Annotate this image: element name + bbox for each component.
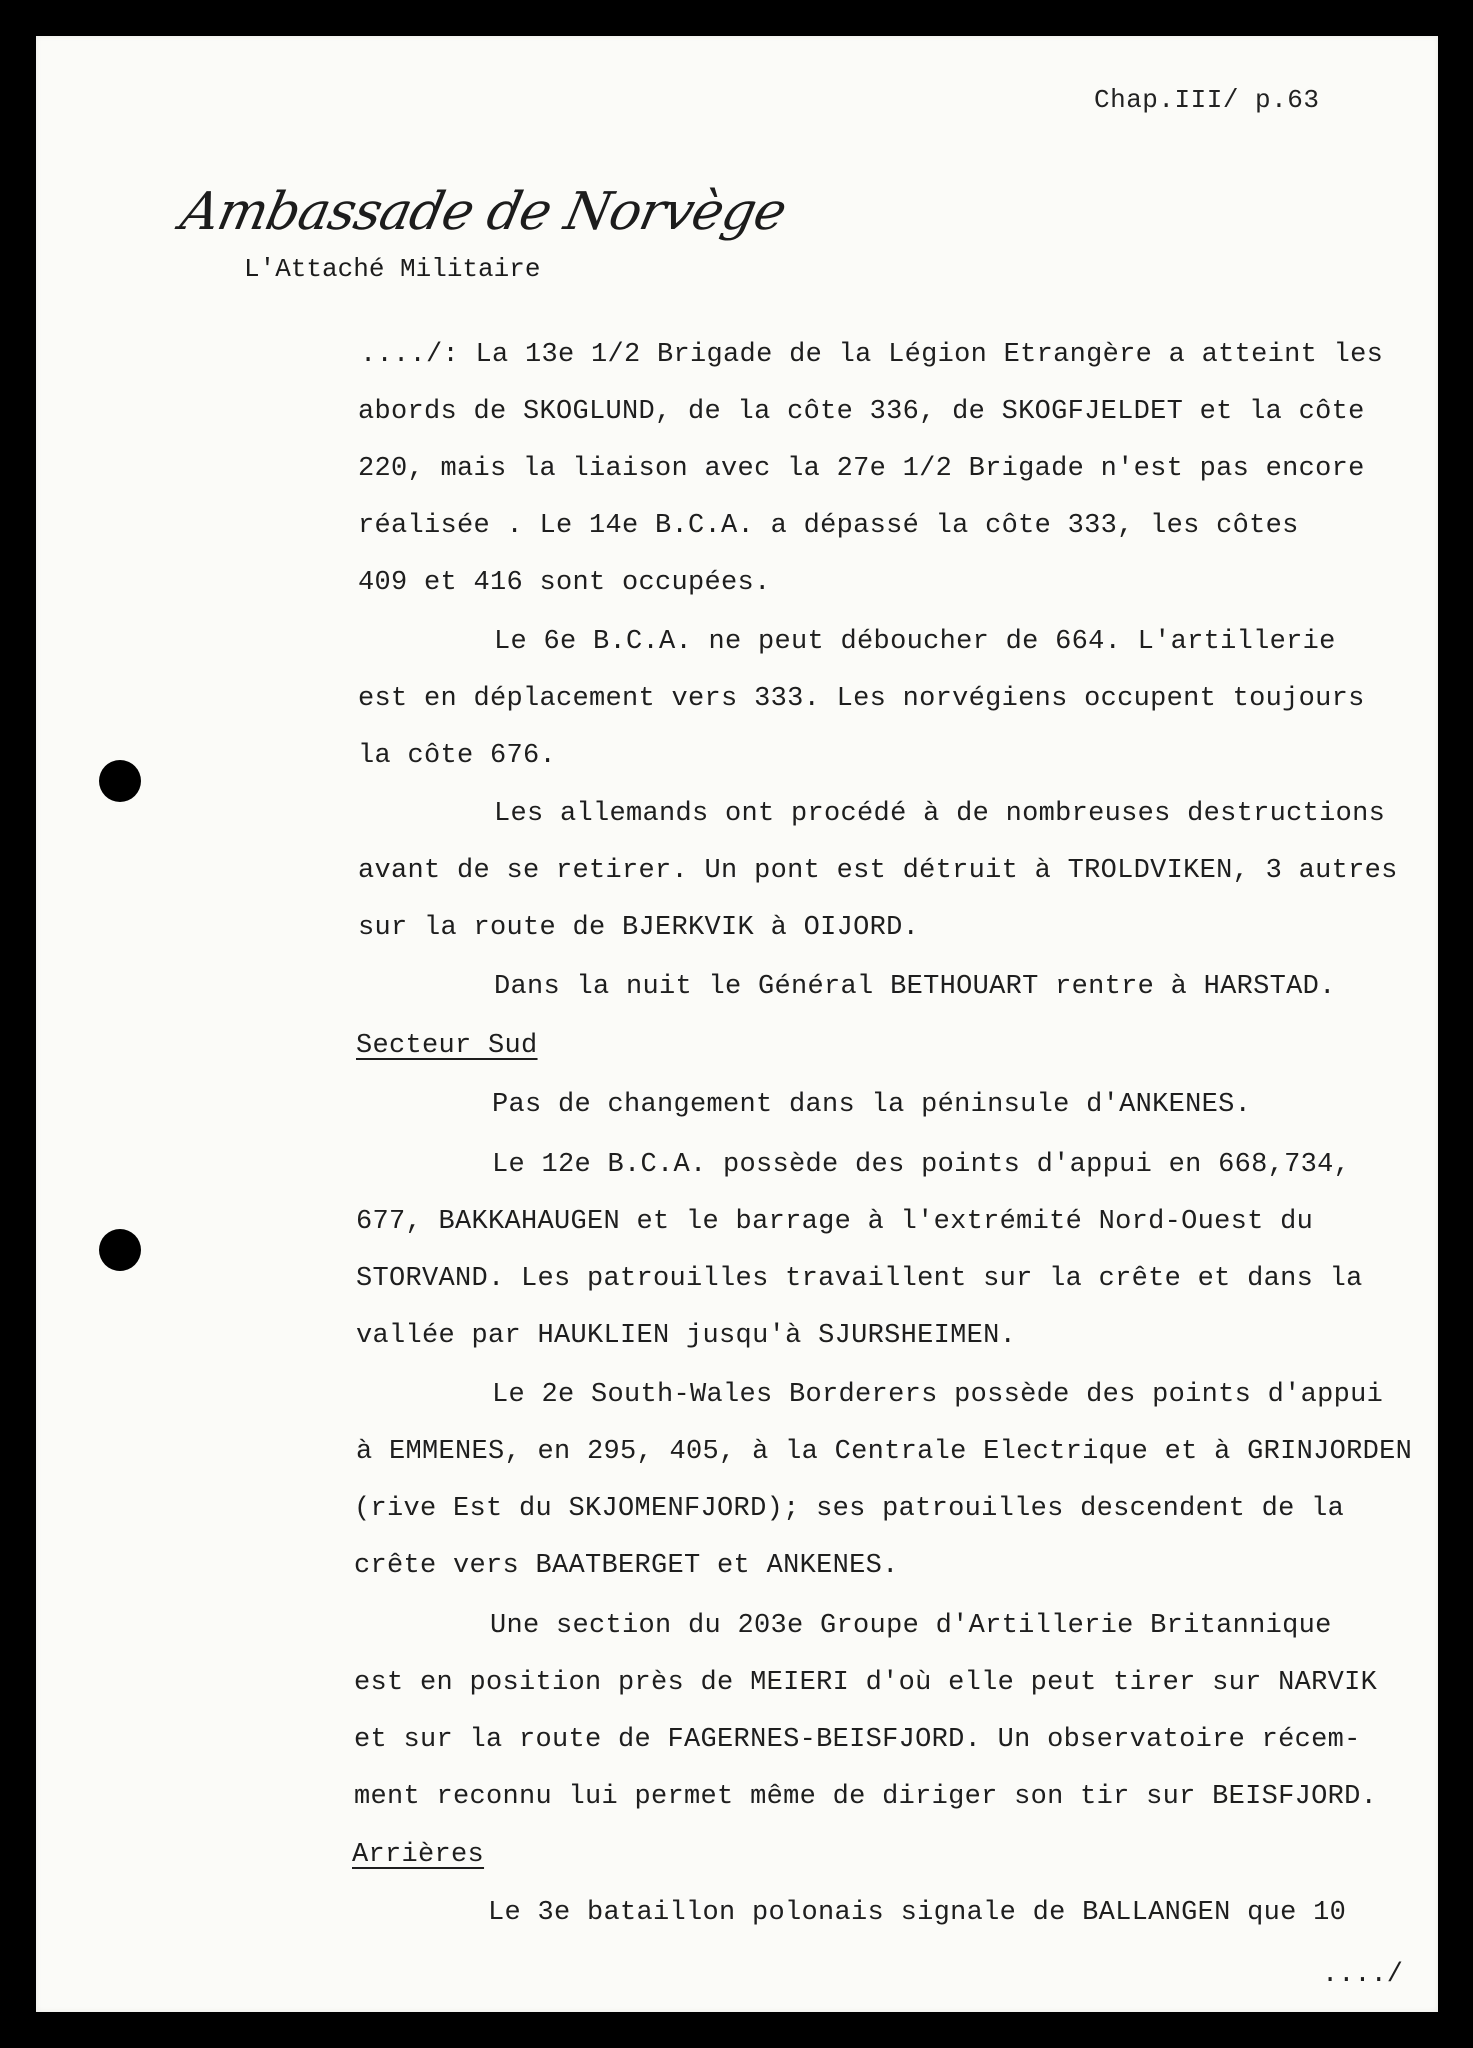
text-line: Le 3e bataillon polonais signale de BALLANGEN que 10 — [488, 1898, 1347, 1928]
page-reference: Chap.III/ p.63 — [1094, 85, 1320, 115]
text-line: 677, BAKKAHAUGEN et le barrage à l'extrémité Nord-Ouest du — [356, 1207, 1314, 1237]
text-line: Le 2e South-Wales Borderers possède des points d'appui — [492, 1380, 1384, 1410]
text-line: la côte 676. — [358, 741, 557, 771]
letterhead-embassy-logo: Ambassade de Norvège — [175, 182, 791, 242]
text-line: Dans la nuit le Général BETHOUART rentre à HARSTAD. — [494, 972, 1336, 1002]
continuation-mark: ..../ — [1322, 1960, 1404, 1990]
text-line: est en position près de MEIERI d'où elle peut tirer sur NARVIK — [354, 1668, 1378, 1698]
text-line: 220, mais la liaison avec la 27e 1/2 Brigade n'est pas encore — [358, 454, 1365, 484]
text-line: vallée par HAUKLIEN jusqu'à SJURSHEIMEN. — [356, 1321, 1017, 1351]
text-line: Le 12e B.C.A. possède des points d'appui en 668,734, — [492, 1150, 1351, 1180]
text-line: et sur la route de FAGERNES-BEISFJORD. Un observatoire récem- — [354, 1725, 1361, 1755]
text-line: avant de se retirer. Un pont est détruit à TROLDVIKEN, 3 autres — [358, 856, 1398, 886]
text-line: abords de SKOGLUND, de la côte 336, de SKOGFJELDET et la côte — [358, 397, 1365, 427]
text-line: est en déplacement vers 333. Les norvégiens occupent toujours — [358, 684, 1365, 714]
section-heading-arrieres: Arrières — [352, 1840, 485, 1870]
text-line: STORVAND. Les patrouilles travaillent sur la crête et dans la — [356, 1264, 1363, 1294]
letterhead-attache: L'Attaché Militaire — [244, 254, 541, 284]
text-line: à EMMENES, en 295, 405, à la Centrale Electrique et à GRINJORDEN — [356, 1437, 1413, 1467]
text-line: (rive Est du SKJOMENFJORD); ses patrouilles descendent de la — [354, 1494, 1345, 1524]
text-line: ..../: La 13e 1/2 Brigade de la Légion Etrangère a atteint les — [360, 340, 1384, 370]
text-line: Les allemands ont procédé à de nombreuses destructions — [494, 799, 1386, 829]
text-line: 409 et 416 sont occupées. — [358, 568, 771, 598]
text-line: réalisée . Le 14e B.C.A. a dépassé la côte 333, les côtes — [358, 511, 1299, 541]
text-line: sur la route de BJERKVIK à OIJORD. — [358, 913, 920, 943]
section-heading-secteur-sud: Secteur Sud — [356, 1031, 538, 1061]
text-line: Le 6e B.C.A. ne peut déboucher de 664. L'artillerie — [494, 627, 1336, 657]
text-line: ment reconnu lui permet même de diriger son tir sur BEISFJORD. — [354, 1782, 1378, 1812]
text-line: Une section du 203e Groupe d'Artillerie Britannique — [490, 1611, 1332, 1641]
text-line: Pas de changement dans la péninsule d'ANKENES. — [492, 1090, 1252, 1120]
text-line: crête vers BAATBERGET et ANKENES. — [354, 1551, 899, 1581]
